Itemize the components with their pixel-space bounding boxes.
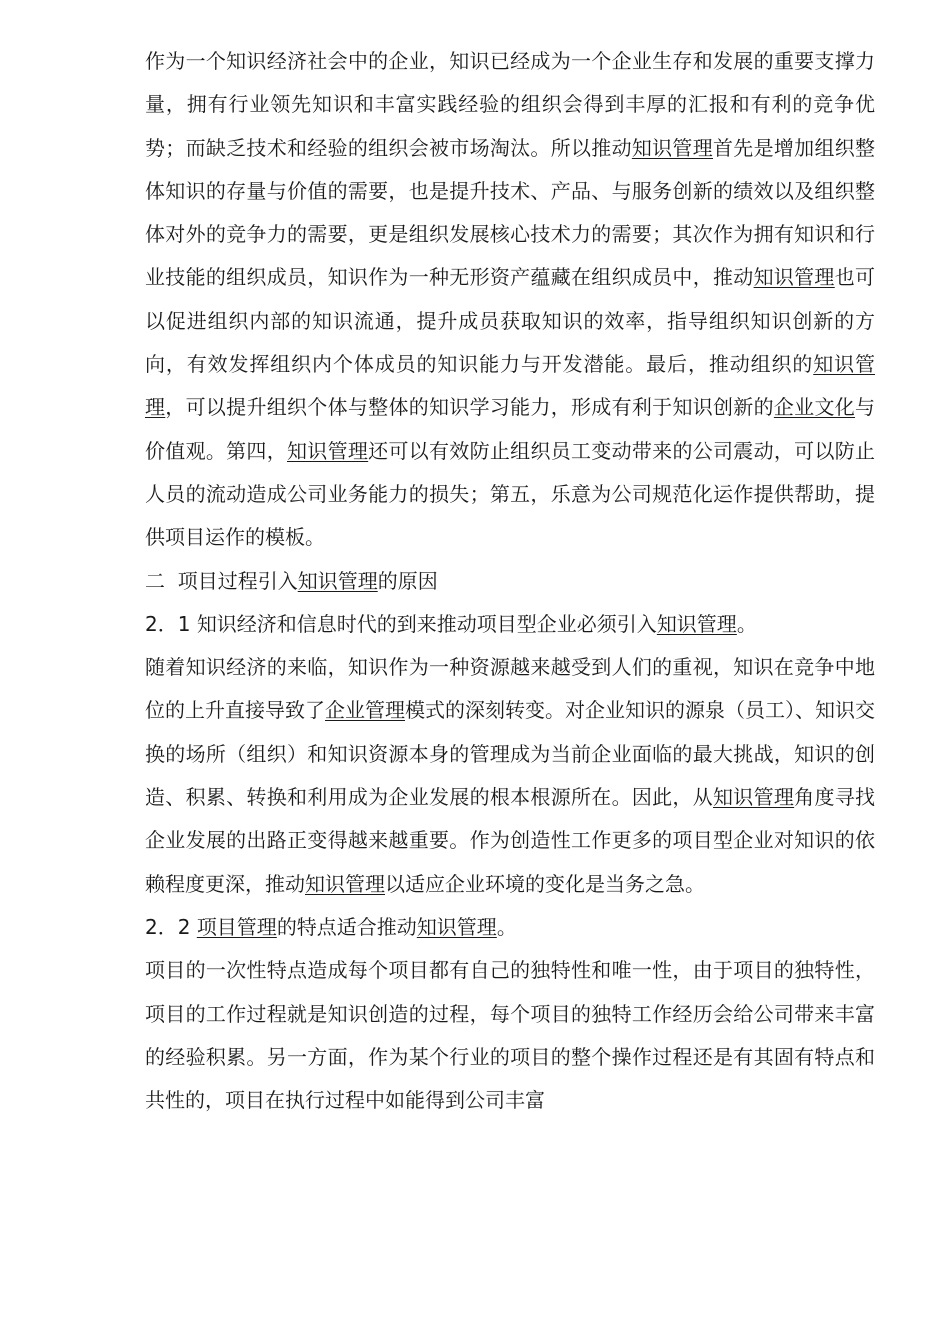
link-knowledge-management[interactable]: 知识管理 [656,611,737,636]
link-corporate-culture[interactable]: 企业文化 [773,395,856,420]
text: 项目的一次性特点造成每个项目都有自己的独特性和唯一性，由于项目的独特性，项目的工作过程就是知识创造的过程，每个项目的独特工作经历会给公司带来丰富的经验积累。另一方面，作为某个行业的项目的整个操作过程还是有其固有特点和共性的，项目在执行过程中如能得到公司丰富 [145,958,875,1113]
text: 首先是增加组织整体知识的存量与价值的需要，也是提升技术、产品、与服务创新的绩效以及组织整体对外的竞争力的需要，更是组织发展核心技术力的需要；其次作为拥有知识和行业技能的组织成员，知识作为一种无形资产蕴藏在组织成员中，推动 [145,135,876,290]
section-number: 2．1 [145,611,197,636]
text: 知识经济和信息时代的到来推动项目型企业必须引入 [196,611,657,636]
text: 。 [496,914,517,939]
link-knowledge-management[interactable]: 知识管理 [416,914,497,939]
subsection-heading-2-1 [145,603,875,646]
paragraph-knowledge-economy-arrival [145,646,875,906]
link-knowledge-management[interactable]: 知识管理 [305,871,385,896]
section-number: 2．2 [145,914,197,939]
link-enterprise-management[interactable]: 企业管理 [325,698,405,723]
link-knowledge-management[interactable]: 知识管理 [713,785,795,810]
text: ，可以提升组织个体与整体的知识学习能力，形成有利于知识创新的 [165,395,774,420]
paragraph-project-uniqueness [145,949,875,1122]
text: 的特点适合推动 [276,914,417,939]
section-heading-2 [145,560,875,603]
link-knowledge-management[interactable]: 知识管理 [631,135,714,160]
text: 随着知识经济的来临，知识作为一种资源越来越受到人们的重视，知识在竞争中地位的上升直接导致了 [145,655,875,723]
text: 角度寻找企业发展的出路正变得越来越重要。作为创造性工作更多的项目型企业对知识的依赖程度更深，推动 [145,785,876,896]
text: 模式的深刻转变。对企业知识的源泉（员工）、知识交换的场所（组织）和知识资源本身的管理成为当前企业面临的最大挑战，知识的创造、积累、转换和利用成为企业发展的根本根源所在。因此，从 [145,698,875,810]
link-project-management[interactable]: 项目管理 [196,914,277,939]
paragraph-knowledge-economy [145,40,875,560]
link-knowledge-management[interactable]: 知识管理 [287,438,369,463]
text: 。 [736,611,757,636]
text: 也可以促进组织内部的知识流通，提升成员获取知识的效率，指导组织知识创新的方向，有效发挥组织内个体成员的知识能力与开发潜能。最后，推动组织的 [145,265,876,377]
text: 的原因 [377,568,438,593]
document-page [145,40,875,1122]
text: 与价值观。第四， [145,395,876,463]
link-knowledge-management[interactable]: 知识管理 [297,568,378,593]
link-knowledge-management[interactable]: 知识管理 [145,352,875,420]
subsection-heading-2-2 [145,906,875,949]
text: 以适应企业环境的变化是当务之急。 [385,871,705,896]
text: 作为一个知识经济社会中的企业，知识已经成为一个企业生存和发展的重要支撑力量，拥有行业领先知识和丰富实践经验的组织会得到丰厚的汇报和有利的竞争优势；而缺乏技术和经验的组织会被市场淘汰。所以推动 [145,49,875,160]
text: 二 项目过程引入 [145,568,298,593]
text: 还可以有效防止组织员工变动带来的公司震动，可以防止人员的流动造成公司业务能力的损失；第五，乐意为公司规范化运作提供帮助，提供项目运作的模板。 [145,438,876,550]
link-knowledge-management[interactable]: 知识管理 [753,265,835,290]
